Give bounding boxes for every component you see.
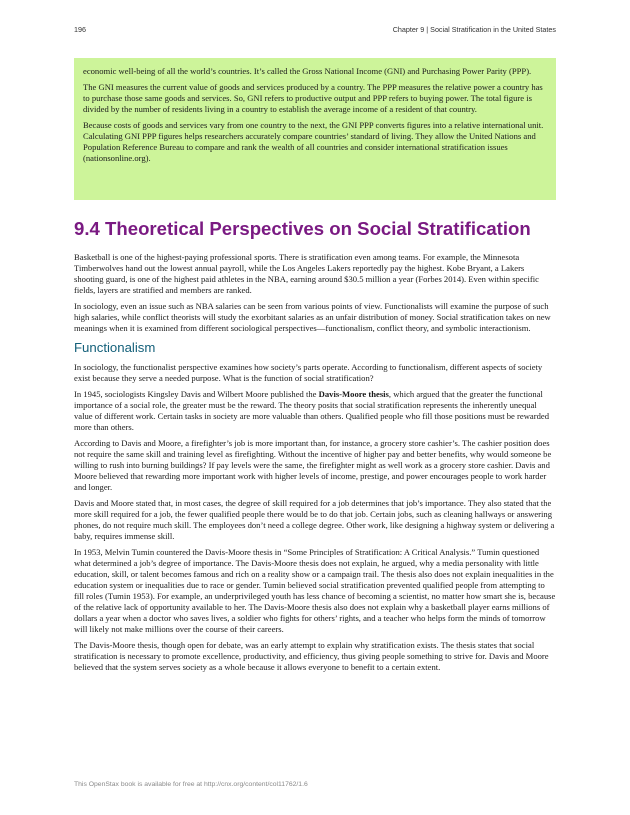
body-paragraph: [74, 389, 556, 433]
callout-paragraph: Because costs of goods and services vary from one country to the next, the GNI PPP converts figures into a relative international unit. Calculating GNI PPP figures helps researchers accurately compare countries’ standard of living. They allow the United Nations and Population Reference Bureau to compare and rank the wealth of all countries and consider international stratification issues (nationsonline.org).: [83, 120, 544, 163]
text-run: , which argued that the greater the functional importance of a social role, the greater must be the reward. The theory posits that social stratification represents the inherently unequal value of different work. Certain tasks in society are more valuable than others. Qualified people who fill those positions must be rewarded more than others.: [74, 389, 549, 432]
callout-box: [74, 58, 556, 200]
page-footer: This OpenStax book is available for free at http://cnx.org/content/col11762/1.6: [74, 781, 308, 788]
section-title: 9.4 Theoretical Perspectives on Social Stratification: [74, 218, 531, 239]
subsection-heading: Functionalism: [74, 340, 156, 355]
body-paragraph: In 1953, Melvin Tumin countered the Davis-Moore thesis in “Some Principles of Stratification: A Critical Analysis.” Tumin questioned what determined a job’s degree of importance. The Davis-Moore thesis does not explain, he argued, why a media personality with little education, skill, or talent becomes famous and rich on a reality show or a campaign trail. The thesis also does not explain inequalities in the education system or inequalities due to race or gender. Tumin believed social stratification prevented qualified people from attempting to fill roles (Tumin 1953). For example, an underprivileged youth has less chance of becoming a scientist, no matter how smart she is, because of the relative lack of opportunity available to her. The Davis-Moore thesis also does not explain why a basketball player earns millions of dollars a year when a doctor who saves lives, a soldier who fights for others’ rights, and a teacher who helps form the minds of tomorrow will likely not make millions over the course of their careers.: [74, 547, 556, 634]
page-header: [74, 25, 556, 37]
body-paragraph: In sociology, the functionalist perspective examines how society’s parts operate. According to functionalism, different aspects of society exist because they serve a needed purpose. What is the function of social stratification?: [74, 362, 543, 383]
main-content: [74, 216, 556, 678]
body-paragraph: According to Davis and Moore, a firefighter’s job is more important than, for instance, a grocery store cashier’s. The cashier position does not require the same skill and training level as firefighting. Without the incentive of higher pay and better benefits, why would someone be willing to rush into burning buildings? If pay levels were the same, the firefighter might as well work as a grocery store cashier. Davis and Moore believed that rewarding more important work with higher levels of income, prestige, and power encourages people to work harder and longer.: [74, 438, 552, 492]
body-paragraph: Basketball is one of the highest-paying professional sports. There is stratification even among teams. For example, the Minnesota Timberwolves hand out the lowest annual payroll, while the Los Angeles Lakers reportedly pay the highest. Kobe Bryant, a Lakers shooting guard, is one of the highest paid athletes in the NBA, earning around $30.5 million a year (Forbes 2014). Even within specific fields, layers are stratified and members are ranked.: [74, 252, 539, 295]
page-number: 196: [74, 25, 86, 34]
key-term: Davis-Moore thesis: [318, 389, 389, 399]
callout-paragraph: The GNI measures the current value of goods and services produced by a country. The PPP measures the relative power a country has to purchase those same goods and services. So, GNI refers to productive output and PPP refers to buying power. The total figure is divided by the number of residents living in a country to establish the average income of a resident of that country.: [83, 82, 543, 114]
body-paragraph: The Davis-Moore thesis, though open for debate, was an early attempt to explain why stratification exists. The thesis states that social stratification is necessary to promote excellence, productivity, and efficiency, thus giving people something to strive for. Davis and Moore believed that the system serves society as a whole because it allows everyone to benefit to a certain extent.: [74, 640, 549, 672]
chapter-title: Chapter 9 | Social Stratification in the United States: [392, 25, 556, 34]
body-paragraph: Davis and Moore stated that, in most cases, the degree of skill required for a job determines that job’s importance. They also stated that the more skill required for a job, the fewer qualified people there would be to do that job. Certain jobs, such as cleaning hallways or answering phones, do not require much skill. The employees don’t need a college degree. Other work, like designing a highway system or delivering a baby, requires immense skill.: [74, 498, 555, 541]
callout-paragraph: economic well-being of all the world’s countries. It’s called the Gross National Income (GNI) and Purchasing Power Parity (PPP).: [83, 66, 532, 76]
body-paragraph: In sociology, even an issue such as NBA salaries can be seen from various points of view. Functionalists will examine the purpose of such high salaries, while conflict theorists will study the exorbitant salaries as an unfair distribution of money. Social stratification takes on new meanings when it is examined from different sociological perspectives—functionalism, conflict theory, and symbolic interactionism.: [74, 301, 551, 333]
text-run: In 1945, sociologists Kingsley Davis and Wilbert Moore published the: [74, 389, 319, 399]
